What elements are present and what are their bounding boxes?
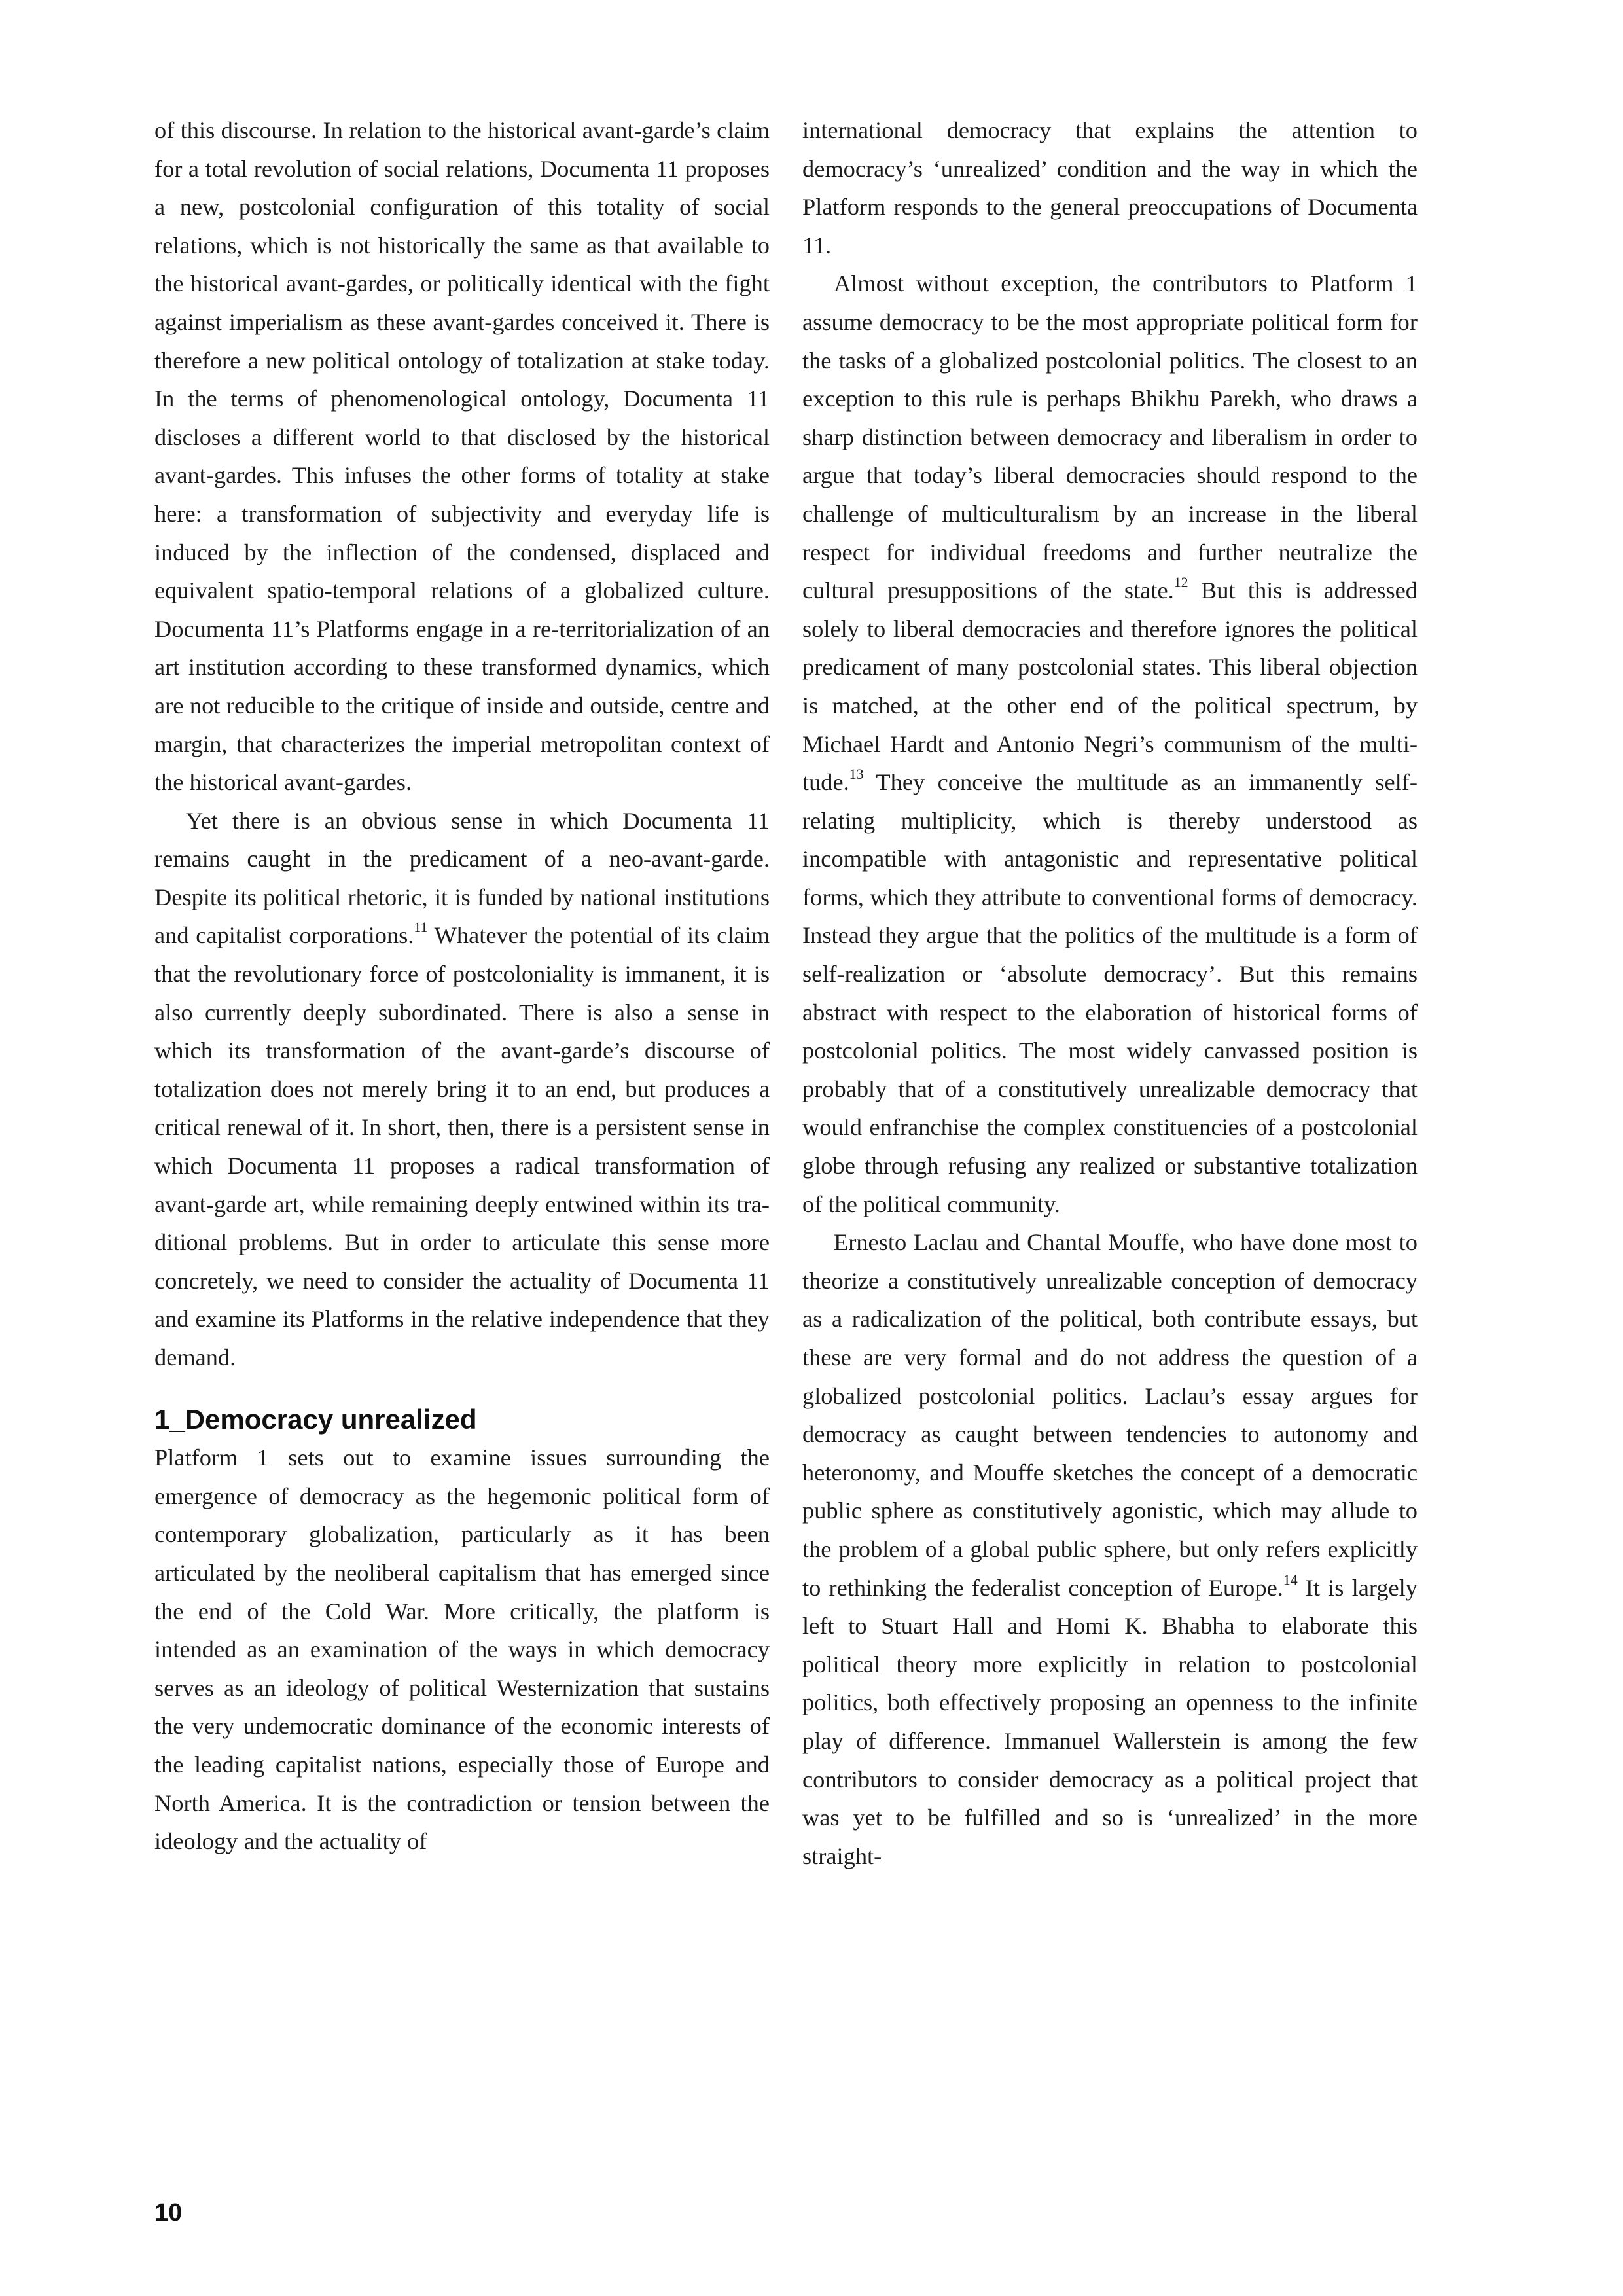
right-paragraph-2 bbox=[802, 264, 1418, 1223]
right-paragraph-2-part-c: They conceive the multitude as an immanently self-relating multiplicity, which is thereby understood as incompatible with antagonistic and representative political forms, which they attribute to conventional forms of democracy. Instead they argue that the politics of the multitude is a form of self-realization or ‘absolute democracy’. But this remains abstract with respect to the elaboration of historical forms of postcolonial politics. The most widely canvassed position is probably that of a constitutively unrealizable democracy that would enfranchise the complex constituencies of a postcolonial globe through refusing any realized or substantive totalization of the political community. bbox=[802, 769, 1418, 1217]
left-column bbox=[154, 111, 770, 1861]
left-paragraph-2-part-a: Yet there is an obvious sense in which Documenta 11 remains caught in the predicament of a neo-avant-garde. Despite its political rhetoric, it is funded by national institutions and capitalist corporations. bbox=[154, 807, 770, 949]
left-paragraph-2 bbox=[154, 802, 770, 1377]
right-paragraph-3-part-a: Ernesto Laclau and Chantal Mouffe, who have done most to theorize a constitutively unrealizable conception of democracy as a radicalization of the political, both contribute essays, but these are very formal and do not address the question of a globalized postcolonial politics. Laclau’s essay argues for democracy as caught between tendencies to autonomy and heteronomy, and Mouffe sketches the concept of a democratic public sphere as constitutively agonistic, which may allude to the problem of a global public sphere, but only refers explicitly to rethinking the federalist conception of Europe. bbox=[802, 1229, 1418, 1601]
right-paragraph-2-part-b: But this is addressed solely to liberal democracies and therefore ignores the political predicament of many postcolonial states. This liberal objection is matched, at the other end of the political spectrum, by Michael Hardt and Antonio Negri’s communism of the multitude. bbox=[802, 577, 1418, 796]
page-number: 10 bbox=[154, 2199, 183, 2227]
right-paragraph-3-part-b: It is largely left to Stuart Hall and Homi K. Bhabha to elaborate this political theory more explicitly in relation to postcolonial politics, both effectively proposing an openness to the infinite play of difference. Immanuel Wallerstein is among the few contributors to consider democracy as a political project that was yet to be fulfilled and so is ‘unrealized’ in the more straight- bbox=[802, 1574, 1418, 1869]
footnote-ref-11: 11 bbox=[414, 920, 428, 936]
right-column bbox=[802, 111, 1418, 1875]
right-paragraph-1: international democracy that explains the attention to democracy’s ‘unrealized’ condition and the way in which the Platform responds to the general preoccupations of Documenta 11. bbox=[802, 117, 1418, 259]
right-paragraph-3 bbox=[802, 1223, 1418, 1875]
left-paragraph-1: of this discourse. In relation to the historical avant-garde’s claim for a total revolution of social relations, Documenta 11 proposes a new, postcolonial configuration of this totality of social relations, which is not historically the same as that available to the historical avant-gardes, or politically identical with the fight against imperialism as these avant-gardes conceived it. There is therefore a new political ontology of totalization at stake today. In the terms of phenomenological ontology, Documenta 11 discloses a different world to that disclosed by the historical avant-gardes. This infuses the other forms of totality at stake here: a transformation of subjectivity and everyday life is induced by the inflection of the condensed, displaced and equivalent spatio-temporal relations of a globalized culture. Documenta 11’s Platforms engage in a re-territorialization of an art institution according to these transformed dynamics, which are not reducible to the critique of inside and outside, centre and margin, that characterizes the imperial metropolitan context of the historical avant-gardes. bbox=[154, 117, 770, 796]
footnote-ref-13: 13 bbox=[849, 766, 864, 783]
footnote-ref-12: 12 bbox=[1173, 575, 1188, 591]
footnote-ref-14: 14 bbox=[1283, 1571, 1298, 1588]
right-paragraph-2-part-a: Almost without exception, the contributors to Platform 1 assume democracy to be the most appropriate political form for the tasks of a globalized postcolonial politics. The closest to an exception to this rule is perhaps Bhikhu Parekh, who draws a sharp distinction between democracy and liberalism in order to argue that today’s liberal democracies should respond to the challenge of multiculturalism by an increase in the liberal respect for individual freedoms and further neutralize the cultural presuppositions of the state. bbox=[802, 270, 1418, 604]
section-heading: 1_Democracy unrealized bbox=[154, 1403, 477, 1435]
left-paragraph-2-part-b: Whatever the potential of its claim that the revolutionary force of postcoloniality is immanent, it is also currently deeply subordinated. There is also a sense in which its transformation of the avant-garde’s discourse of totalization does not merely bring it to an end, but produces a critical renewal of it. In short, then, there is a persistent sense in which Documenta 11 proposes a radical transformation of avant-garde art, while remaining deeply entwined within its traditional problems. But in order to articulate this sense more concretely, we need to consider the actuality of Documenta 11 and examine its Platforms in the relative independence that they demand. bbox=[154, 922, 770, 1371]
left-paragraph-3: Platform 1 sets out to examine issues surrounding the emergence of democracy as the hegemonic political form of contemporary globalization, particularly as it has been articulated by the neoliberal capitalism that has emerged since the end of the Cold War. More critically, the platform is intended as an examination of the ways in which democracy serves as an ideology of political Westernization that sustains the very undemocratic dominance of the economic interests of the leading capitalist nations, especially those of Europe and North America. It is the contradiction or tension between the ideology and the actuality of bbox=[154, 1444, 770, 1855]
